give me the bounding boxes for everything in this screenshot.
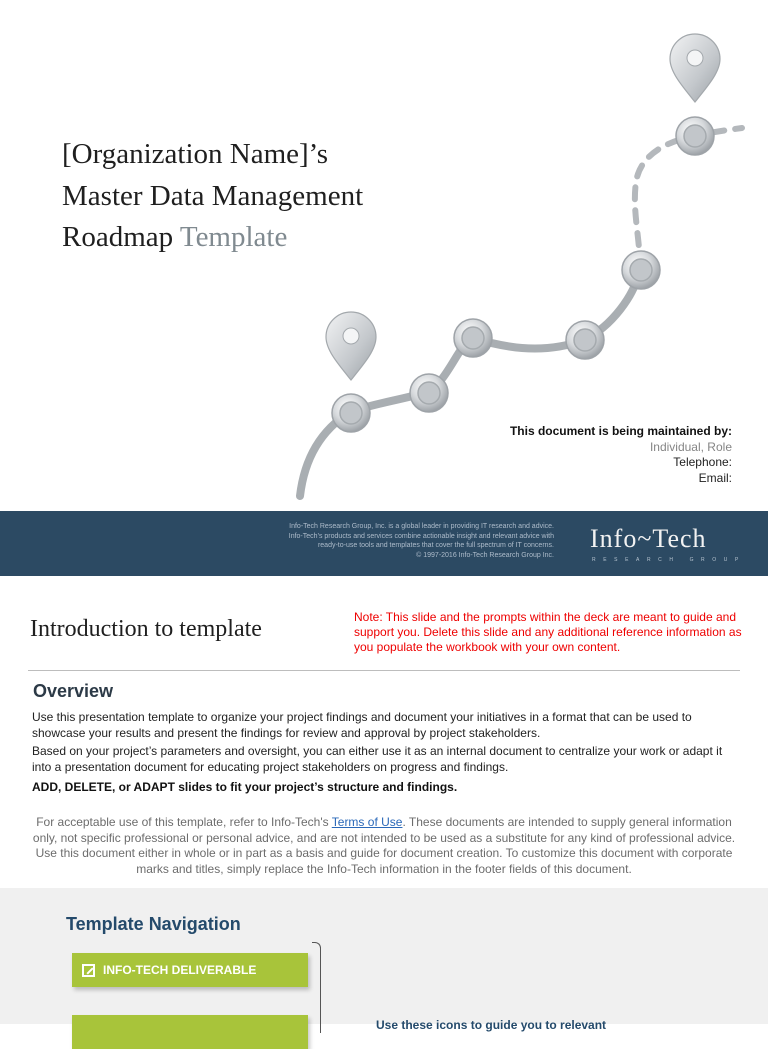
title-line-1: [Organization Name]’s (62, 138, 329, 170)
intro-slide (0, 576, 768, 888)
footer-band (0, 511, 768, 576)
road-stop (622, 251, 660, 289)
fine-print-line: ready-to-use tools and templates that cover the full spectrum of IT concerns. (317, 542, 554, 549)
nav-button-label: INFO-TECH DELIVERABLE (103, 963, 257, 977)
road-stop (566, 321, 604, 359)
terms-paragraph (32, 815, 736, 877)
road-stops (332, 117, 714, 432)
fine-print-line: Info-Tech Research Group, Inc. is a global leader in providing IT research and advice. (289, 523, 554, 530)
maintainer-block (510, 424, 732, 486)
edit-icon (82, 964, 95, 977)
terms-text-after: . These documents are intended to supply general information only, not specific professional or personal advice, and are not intended to be used as a substitute for any kind of professional advice. Use this document either in whole or in part as a basis and guide for document creation. To customize this document with corporate marks and titles, simply replace the Info-Tech information in the footer fields of this document. (32, 815, 736, 876)
navigation-title: Template Navigation (66, 914, 241, 934)
info-tech-deliverable-button[interactable] (72, 953, 308, 987)
guidance-note: Note: This slide and the prompts within the deck are meant to guide and support you. Delete this slide and any additional reference information as you populate the workbook with your own content. (354, 610, 742, 654)
location-pin-icon (670, 34, 720, 102)
overview-paragraph-1: Use this presentation template to organize your project findings and document your initiatives in a format that can be used to showcase your results and present the findings for review and approval by project stakeholders. (32, 710, 692, 740)
footer-fine-print (174, 522, 554, 560)
maintainer-role: Individual, Role (649, 439, 732, 454)
brand-logo: Info~Tech (590, 524, 707, 553)
overview-paragraph-2: Based on your project’s parameters and oversight, you can either use it as an internal document to centralize your work or adapt it into a presentation document for educating project stakeholders on progress and findings. (32, 744, 723, 774)
maintainer-telephone: Telephone: (673, 455, 732, 469)
bracket (312, 942, 321, 1033)
location-pin-icon (326, 312, 376, 380)
intro-title: Introduction to template (30, 616, 262, 642)
overview-heading: Overview (33, 681, 114, 701)
overview-paragraph-3: ADD, DELETE, or ADAPT slides to fit your project’s structure and findings. (32, 780, 458, 794)
terms-of-use-link[interactable]: Terms of Use (331, 815, 403, 829)
brand-subtitle: RESEARCH GROUP (592, 557, 746, 563)
navigation-hint: Use these icons to guide you to relevant (376, 1018, 607, 1032)
maintainer-heading: This document is being maintained by: (509, 424, 732, 438)
navigation-button[interactable] (72, 1015, 308, 1049)
fine-print-line: Info-Tech’s products and services combine actionable insight and relevant advice with (288, 532, 554, 540)
title-line-3: Roadmap (62, 221, 180, 253)
title-template-word: Template (179, 221, 288, 253)
maintainer-email: Email: (698, 470, 732, 485)
road-stop (410, 374, 448, 412)
road-stop (332, 394, 370, 432)
road-stop (676, 117, 714, 155)
divider (28, 670, 740, 671)
fine-print-line: © 1997-2016 Info-Tech Research Group Inc. (416, 551, 554, 559)
title-line-2: Master Data Management (62, 179, 364, 212)
road-stop (454, 319, 492, 357)
navigation-slide (0, 888, 768, 1032)
terms-text-before: For acceptable use of this template, refer to Info-Tech's (36, 815, 332, 829)
